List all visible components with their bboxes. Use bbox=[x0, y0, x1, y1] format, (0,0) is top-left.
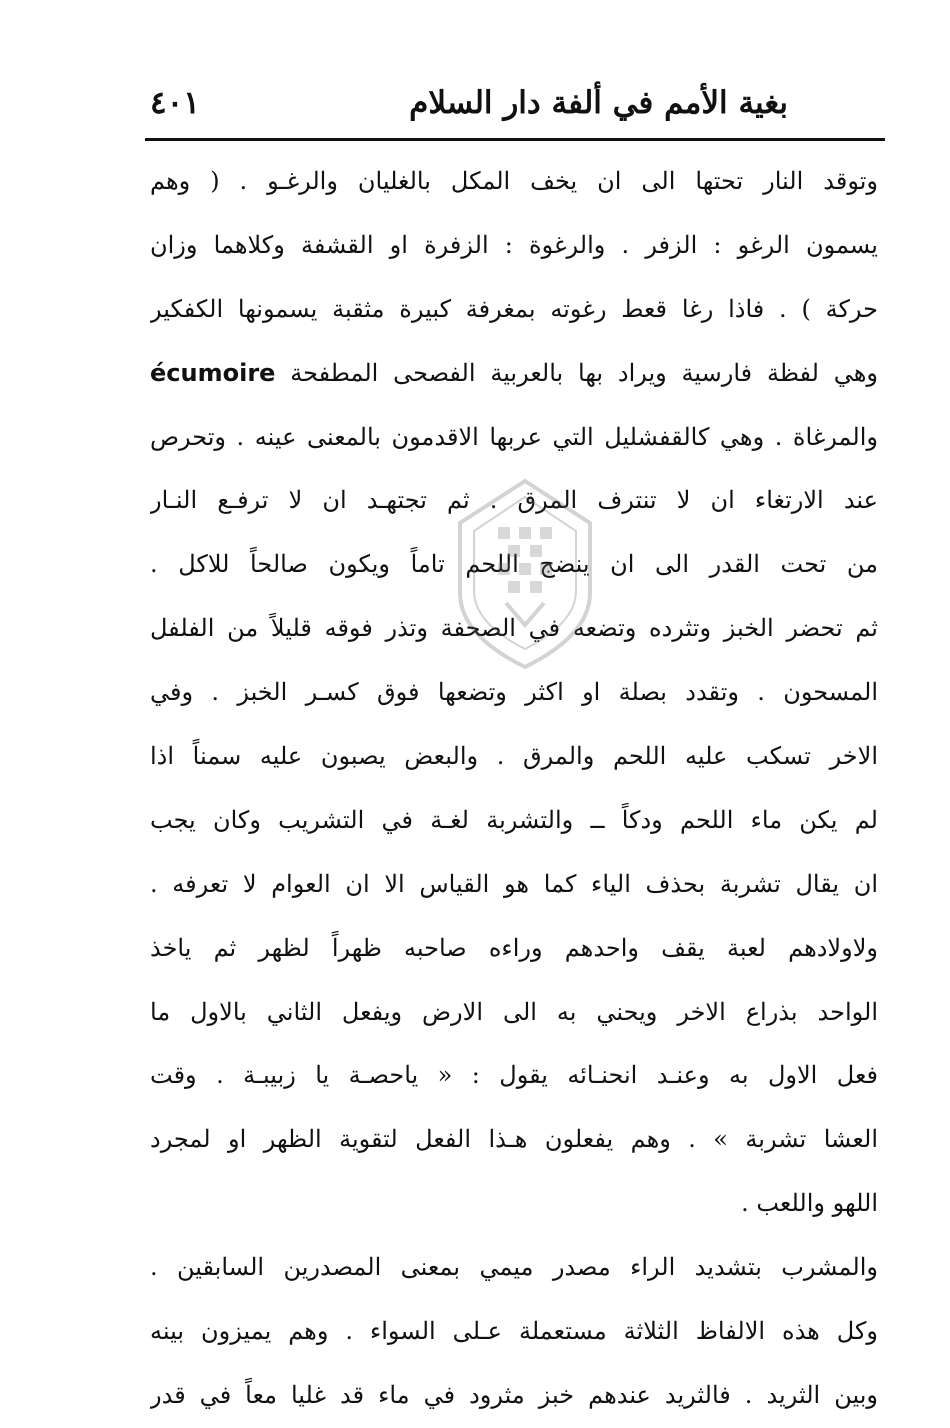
text-line: ثم تحضر الخبز وتثرده وتضعه في الصحفة وتذر فوقه قليلاً من الفلفل bbox=[150, 614, 878, 643]
text-line: عند الارتغاء ان لا تنترف المرق . ثم تجتهـد ان لا ترفـع النـار bbox=[150, 486, 878, 515]
foreign-term: écumoire bbox=[150, 358, 276, 387]
page-number: ٤٠١ bbox=[150, 85, 200, 121]
text-line: والمرغاة . وهي كالقفشليل التي عربها الاقدمون بالمعنى عينه . وتحرص bbox=[150, 422, 878, 451]
text-line: ان يقال تشربة بحذف الياء كما هو القياس الا ان العوام لا تعرفه . bbox=[150, 869, 878, 898]
text-line: الواحد بذراع الاخر ويحني به الى الارض ويفعل الثاني بالاول ما bbox=[150, 997, 878, 1026]
header-rule bbox=[145, 138, 885, 141]
text-line-arabic: وهي لفظة فارسية ويراد بها بالعربية الفصحى المطفحة bbox=[290, 358, 878, 387]
text-line: وكل هذه الالفاظ الثلاثة مستعملة عـلى السواء . وهم يميزون بينه bbox=[150, 1317, 878, 1346]
text-line: لم يكن ماء اللحم ودكاً ــ والتشربة لغـة في التشريب وكان يجب bbox=[150, 805, 878, 834]
text-line: والمشرب بتشديد الراء مصدر ميمي بمعنى المصدرين السابقين . bbox=[150, 1253, 878, 1282]
text-line: الاخر تسكب عليه اللحم والمرق . والبعض يصبون عليه سمناً اذا bbox=[150, 742, 878, 771]
text-line: فعل الاول به وعنـد انحنـائه يقول : « ياحصـة يا زبيبـة . وقت bbox=[150, 1061, 878, 1090]
running-title: بغية الأمم في ألفة دار السلام bbox=[409, 85, 788, 121]
body-text bbox=[150, 150, 878, 1428]
text-line: وبين الثريد . فالثريد عندهم خبز مثرود في ماء قد غليا معاً في قدر bbox=[150, 1380, 878, 1409]
text-line: ولاولادهم لعبة يقف واحدهم وراءه صاحبه ظهراً لظهر ثم ياخذ bbox=[150, 933, 878, 962]
page-header bbox=[150, 78, 880, 128]
text-line: العشا تشربة » . وهم يفعلون هـذا الفعل لتقوية الظهر او لمجرد bbox=[150, 1125, 878, 1154]
text-line: حركة ) . فاذا رغا قعط رغوته بمغرفة كبيرة مثقبة يسمونها الكفكير bbox=[150, 294, 878, 323]
text-line: من تحت القدر الى ان ينضج اللحم تاماً ويكون صالحاً للاكل . bbox=[150, 550, 878, 579]
text-line: يسمون الرغو : الزفر . والرغوة : الزفرة او القشفة وكلاهما وزان bbox=[150, 230, 878, 259]
text-line-with-foreign-term bbox=[150, 342, 878, 406]
paragraph-end-line: اللهو واللعب . bbox=[741, 1189, 878, 1218]
text-line: المسحون . وتقدد بصلة او اكثر وتضعها فوق كسـر الخبز . وفي bbox=[150, 678, 878, 707]
text-line: وتوقد النار تحتها الى ان يخف المكل بالغليان والرغـو . ( وهم bbox=[150, 167, 878, 195]
